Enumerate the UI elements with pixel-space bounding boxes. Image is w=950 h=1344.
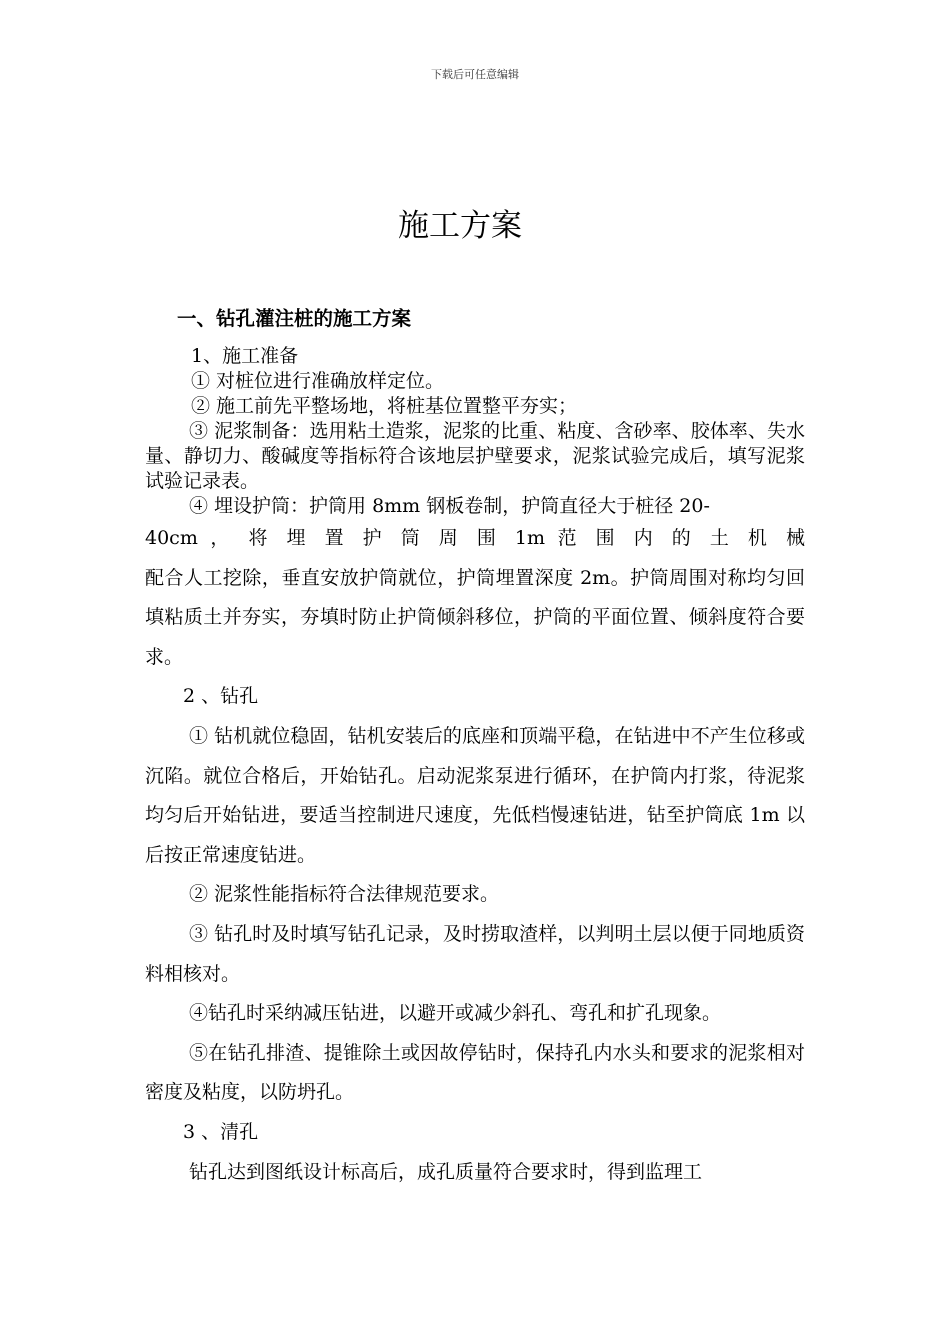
header-note: 下载后可任意编辑 bbox=[431, 68, 519, 81]
drill-item-5: ⑤在钻孔排渣、提锥除土或因故停钻时，保持孔内水头和要求的泥浆相对密度及粘度，以防坍孔。 bbox=[145, 1041, 805, 1104]
drill-item-3: ③ 钻孔时及时填写钻孔记录，及时捞取渣样，以判明土层以便于同地质资料相核对。 bbox=[145, 922, 805, 985]
prep-heading: 1、施工准备 bbox=[191, 345, 299, 367]
drill-item-2: ② 泥浆性能指标符合法律规范要求。 bbox=[189, 883, 500, 906]
prep-block bbox=[145, 344, 805, 519]
prep-item-4-rest: 配合人工挖除，垂直安放护筒就位，护筒埋置深度 2m。护筒周围对称均匀回填粘质土并夯实，夯填时防止护筒倾斜移位，护筒的平面位置、倾斜度符合要求。 bbox=[145, 566, 805, 668]
prep-item-4-line-1: ④ 埋设护筒：护筒用 8mm 钢板卷制，护筒直径大于桩径 20- bbox=[189, 495, 710, 517]
prep-item-4-line-2: 40cm ， 将 埋 置 护 筒 周 围 1m 范 围 内 的 土 机 械 bbox=[145, 527, 805, 549]
document-title: 施工方案 bbox=[398, 208, 522, 244]
section-heading: 一、钻孔灌注桩的施工方案 bbox=[177, 307, 412, 330]
prep-item-1: ① 对桩位进行准确放样定位。 bbox=[191, 370, 445, 392]
prep-item-2: ② 施工前先平整场地，将桩基位置整平夯实； bbox=[191, 395, 578, 417]
document-body bbox=[145, 304, 805, 1192]
drill-heading: 2 、钻孔 bbox=[183, 685, 259, 708]
drill-item-1: ① 钻机就位稳固，钻机安装后的底座和顶端平稳，在钻进中不产生位移或沉陷。就位合格后，开始钻孔。启动泥浆泵进行循环，在护筒内打浆，待泥浆均匀后开始钻进，要适当控制进尺速度，先低档慢速钻进，钻至护筒底 1m 以后按正常速度钻进。 bbox=[145, 724, 805, 866]
clean-item-1: 钻孔达到图纸设计标高后，成孔质量符合要求时，得到监理工 bbox=[189, 1160, 703, 1183]
prep-item-3: ③ 泥浆制备：选用粘土造浆，泥浆的比重、粘度、含砂率、胶体率、失水量、静切力、酸碱度等指标符合该地层护壁要求，泥浆试验完成后，填写泥浆试验记录表。 bbox=[145, 420, 805, 492]
clean-heading: 3 、清孔 bbox=[183, 1120, 259, 1143]
main-block bbox=[145, 519, 805, 1192]
drill-item-4: ④钻孔时采纳减压钻进，以避开或减少斜孔、弯孔和扩孔现象。 bbox=[189, 1002, 722, 1025]
